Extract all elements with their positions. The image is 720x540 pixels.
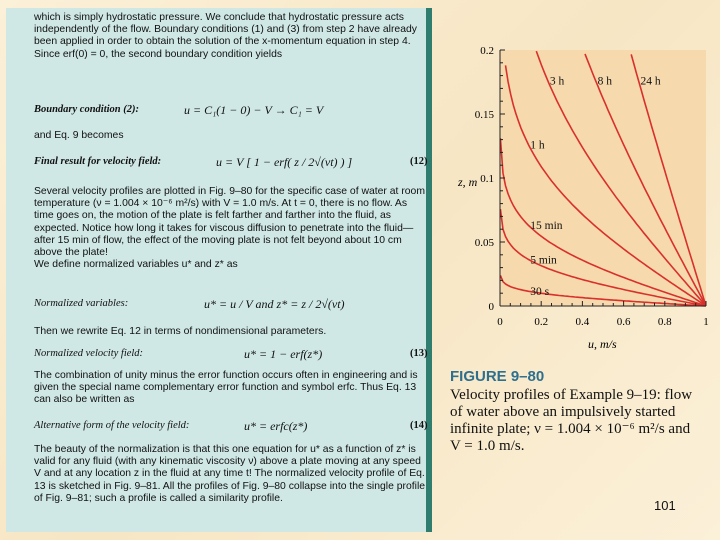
curve-label: 3 h <box>549 75 565 88</box>
equation-label: Normalized velocity field: <box>34 348 144 359</box>
equation-normalized-variables <box>34 298 434 314</box>
equation-final-velocity <box>34 156 434 172</box>
y-tick-label: 0.15 <box>474 109 494 121</box>
equation-body: u = V [ 1 − erf( z / 2√(νt) ) ] <box>216 155 353 169</box>
velocity-profile-chart <box>446 46 714 352</box>
paragraph-eq9: and Eq. 9 becomes <box>34 130 124 141</box>
paragraph-similarity: The beauty of the normalization is that this one equation for u* as a function of z* is valid for any fluid (with any kinematic viscosity ν) above a plate moving at any speed V and at any location z in the fluid at any time t! The normalized velocity profile of Eq. 13 is sketched in Fig. 9–81. All the profiles of Fig. 9–80 collapse into the single profile of Fig. 9–81; such a profile is called a similarity profile. <box>34 444 426 504</box>
x-tick-label: 0.8 <box>657 316 672 328</box>
curve-label: 1 h <box>530 139 545 152</box>
equation-label: Final result for velocity field: <box>34 156 162 167</box>
paragraph-hydrostatic: which is simply hydrostatic pressure. We conclude that hydrostatic pressure acts independently of the flow. Boundary conditions (1) and (3) from step 2 have already been applied in order to obtain the solution of the x-momentum equation in step 4. Since erf(0) = 0, the second boundary condition yields <box>34 12 417 60</box>
curve-label: 5 min <box>530 254 557 267</box>
y-tick-label: 0 <box>488 301 494 313</box>
page-number: 101 <box>654 498 676 513</box>
equation-number: (13) <box>410 348 428 359</box>
paragraph-erfc: The combination of unity minus the error function occurs often in engineering and is given the special name complementary error function and symbol erfc. Thus Eq. 13 can also be written as <box>34 370 418 406</box>
y-tick-label: 0.1 <box>480 173 494 185</box>
equation-normalized-velocity <box>34 348 434 364</box>
x-tick-label: 0.6 <box>616 316 631 328</box>
curve-label: 24 h <box>640 75 661 88</box>
figure-caption <box>450 368 700 455</box>
curve-label: 15 min <box>530 220 563 233</box>
equation-number: (12) <box>410 156 428 167</box>
equation-label: Normalized variables: <box>34 298 129 309</box>
equation-body: u* = erfc(z*) <box>244 419 308 433</box>
equation-boundary-condition-2 <box>34 104 434 120</box>
y-tick-label: 0.05 <box>474 237 494 249</box>
figure-caption-text: Velocity profiles of Example 9–19: flow of water above an impulsively started infinite plate; ν = 1.004 × 10⁻⁶ m²/s and V = 1.0 m/s. <box>450 387 693 454</box>
figure-number: FIGURE 9–80 <box>450 368 545 385</box>
x-tick-label: 0.4 <box>575 316 590 328</box>
equation-label: Boundary condition (2): <box>34 104 140 115</box>
paragraph-nondimensional: Then we rewrite Eq. 12 in terms of nondimensional parameters. <box>34 326 327 337</box>
x-tick-label: 1 <box>703 316 709 328</box>
x-tick-label: 0 <box>497 316 503 328</box>
equation-alternative-form <box>34 420 434 436</box>
x-axis-label: u, m/s <box>588 337 617 351</box>
paragraph-velocity-profiles: Several velocity profiles are plotted in Fig. 9–80 for the specific case of water at room temperature (ν = 1.004 × 10⁻⁶ m²/s) with V = 1.0 m/s. At t = 0, there is no flow. As time goes on, the motion of the plate is felt farther and farther into the fluid, as expected. Notice how long it takes for viscous diffusion to penetrate into the fluid—after 15 min of flow, the effect of the moving plate is not felt beyond about 10 cm above the plate! We define normalized variables u* and z* as <box>34 186 425 271</box>
equation-body: u = C₁(1 − 0) − V → C₁ = V <box>184 103 324 117</box>
x-tick-label: 0.2 <box>534 316 549 328</box>
y-tick-label: 0.2 <box>480 46 494 57</box>
equation-number: (14) <box>410 420 428 431</box>
equation-label: Alternative form of the velocity field: <box>34 420 190 431</box>
curve-label: 30 s <box>530 286 550 299</box>
curve-label: 8 h <box>597 75 612 88</box>
text-panel <box>6 8 432 532</box>
y-axis-label: z, m <box>458 175 478 189</box>
equation-body: u* = u / V and z* = z / 2√(νt) <box>204 297 345 311</box>
equation-body: u* = 1 − erf(z*) <box>244 347 323 361</box>
